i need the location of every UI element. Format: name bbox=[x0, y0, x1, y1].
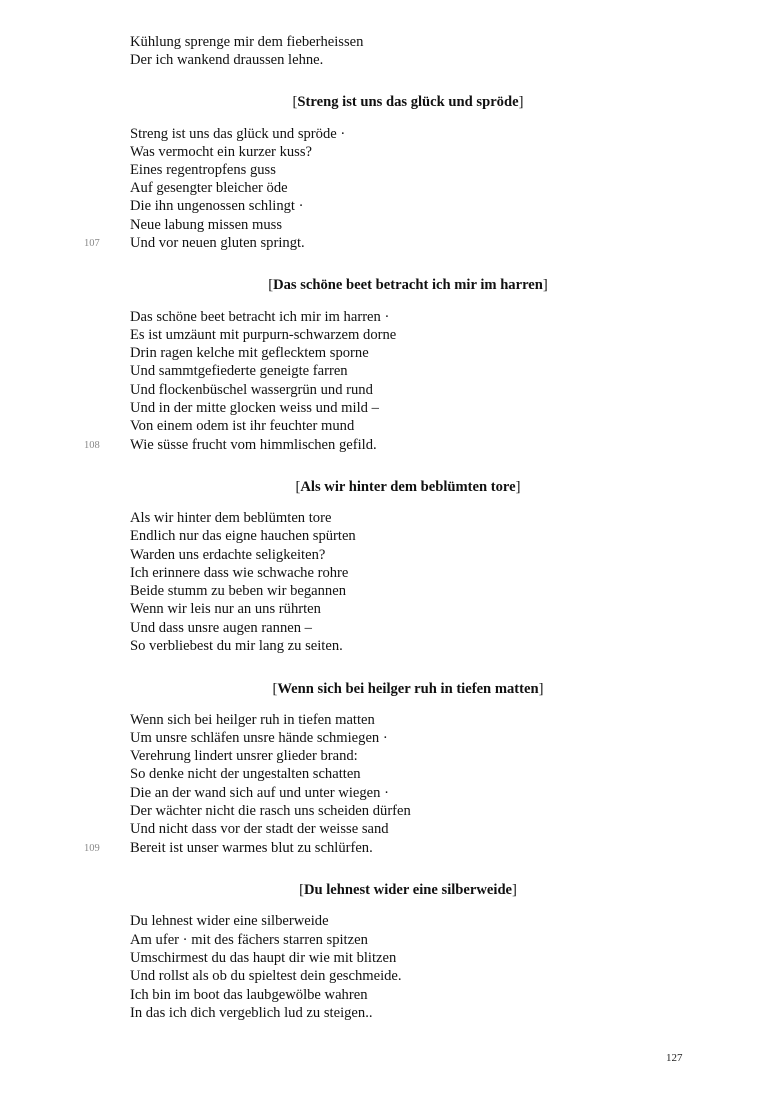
poem-line: Du lehnest wider eine silberweide bbox=[130, 913, 329, 929]
poem-line: Die an der wand sich auf und unter wiegen · bbox=[130, 785, 389, 801]
poem-line: Ich bin im boot das laubgewölbe wahren bbox=[130, 987, 368, 1003]
poem-title-text: Als wir hinter dem beblümten tore bbox=[300, 479, 516, 495]
margin-number: 108 bbox=[84, 440, 100, 451]
margin-number: 107 bbox=[84, 238, 100, 249]
poem-line: Um unsre schläfen unsre hände schmiegen · bbox=[130, 730, 388, 746]
poem-line: Das schöne beet betracht ich mir im harren · bbox=[130, 309, 390, 325]
poem-title: [Als wir hinter dem beblümten tore] bbox=[295, 479, 521, 495]
poem-line: Ich erinnere dass wie schwache rohre bbox=[130, 565, 349, 581]
poem-line: Am ufer · mit des fächers starren spitzen bbox=[130, 932, 368, 948]
poem-line: Eines regentropfens guss bbox=[130, 162, 276, 178]
margin-number: 109 bbox=[84, 843, 100, 854]
poem-line: Und flockenbüschel wassergrün und rund bbox=[130, 382, 373, 398]
poem-title-text: Wenn sich bei heilger ruh in tiefen matten bbox=[277, 681, 539, 697]
poem-line: So denke nicht der ungestalten schatten bbox=[130, 766, 361, 782]
poem-line: Und in der mitte glocken weiss und mild – bbox=[130, 400, 379, 416]
poem-line: Der ich wankend draussen lehne. bbox=[130, 52, 324, 68]
poem-line: Und nicht dass vor der stadt der weisse sand bbox=[130, 821, 389, 837]
poem-line: Auf gesengter bleicher öde bbox=[130, 180, 288, 196]
poem-line: Und sammtgefiederte geneigte farren bbox=[130, 363, 348, 379]
poem-line: Bereit ist unser warmes blut zu schlürfen. bbox=[130, 840, 373, 856]
poem-line: Was vermocht ein kurzer kuss? bbox=[130, 144, 312, 160]
poem-line: Wie süsse frucht vom himmlischen gefild. bbox=[130, 437, 377, 453]
poem-line: Umschirmest du das haupt dir wie mit blitzen bbox=[130, 950, 397, 966]
poem-line: Und dass unsre augen rannen – bbox=[130, 620, 312, 636]
poem-line: Wenn wir leis nur an uns rührten bbox=[130, 601, 321, 617]
poem-title-text: Streng ist uns das glück und spröde bbox=[297, 94, 519, 110]
poem-line: Warden uns erdachte seligkeiten? bbox=[130, 547, 326, 563]
poem-line: So verbliebest du mir lang zu seiten. bbox=[130, 638, 343, 654]
poem-title: [Du lehnest wider eine silberweide] bbox=[299, 882, 517, 898]
poem-line: Drin ragen kelche mit geflecktem sporne bbox=[130, 345, 369, 361]
poem-title: [Das schöne beet betracht ich mir im harren] bbox=[268, 277, 548, 293]
poem-line: Der wächter nicht die rasch uns scheiden dürfen bbox=[130, 803, 411, 819]
poem-line: Als wir hinter dem beblümten tore bbox=[130, 510, 332, 526]
poem-line: Verehrung lindert unsrer glieder brand: bbox=[130, 748, 358, 764]
poem-line: Es ist umzäunt mit purpurn-schwarzem dorne bbox=[130, 327, 397, 343]
poem-line: Neue labung missen muss bbox=[130, 217, 283, 233]
poem-line: Endlich nur das eigne hauchen spürten bbox=[130, 528, 356, 544]
poem-line: In das ich dich vergeblich lud zu steigen.. bbox=[130, 1005, 373, 1021]
poem-title-text: Du lehnest wider eine silberweide bbox=[303, 882, 513, 898]
poem-title: [Wenn sich bei heilger ruh in tiefen matten] bbox=[272, 681, 544, 697]
poem-line: Beide stumm zu beben wir begannen bbox=[130, 583, 347, 599]
poem-title-text: Das schöne beet betracht ich mir im harren bbox=[273, 277, 543, 293]
poem-line: Von einem odem ist ihr feuchter mund bbox=[130, 418, 355, 434]
page-number: 127 bbox=[666, 1052, 683, 1064]
poem-line: Die ihn ungenossen schlingt · bbox=[130, 198, 304, 214]
poem-line: Und rollst als ob du spieltest dein geschmeide. bbox=[130, 968, 402, 984]
poem-title: [Streng ist uns das glück und spröde] bbox=[292, 94, 524, 110]
poem-line: Streng ist uns das glück und spröde · bbox=[130, 126, 346, 142]
poem-line: Und vor neuen gluten springt. bbox=[130, 235, 305, 251]
poem-line: Wenn sich bei heilger ruh in tiefen matten bbox=[130, 712, 375, 728]
poem-line: Kühlung sprenge mir dem fieberheissen bbox=[130, 34, 364, 50]
